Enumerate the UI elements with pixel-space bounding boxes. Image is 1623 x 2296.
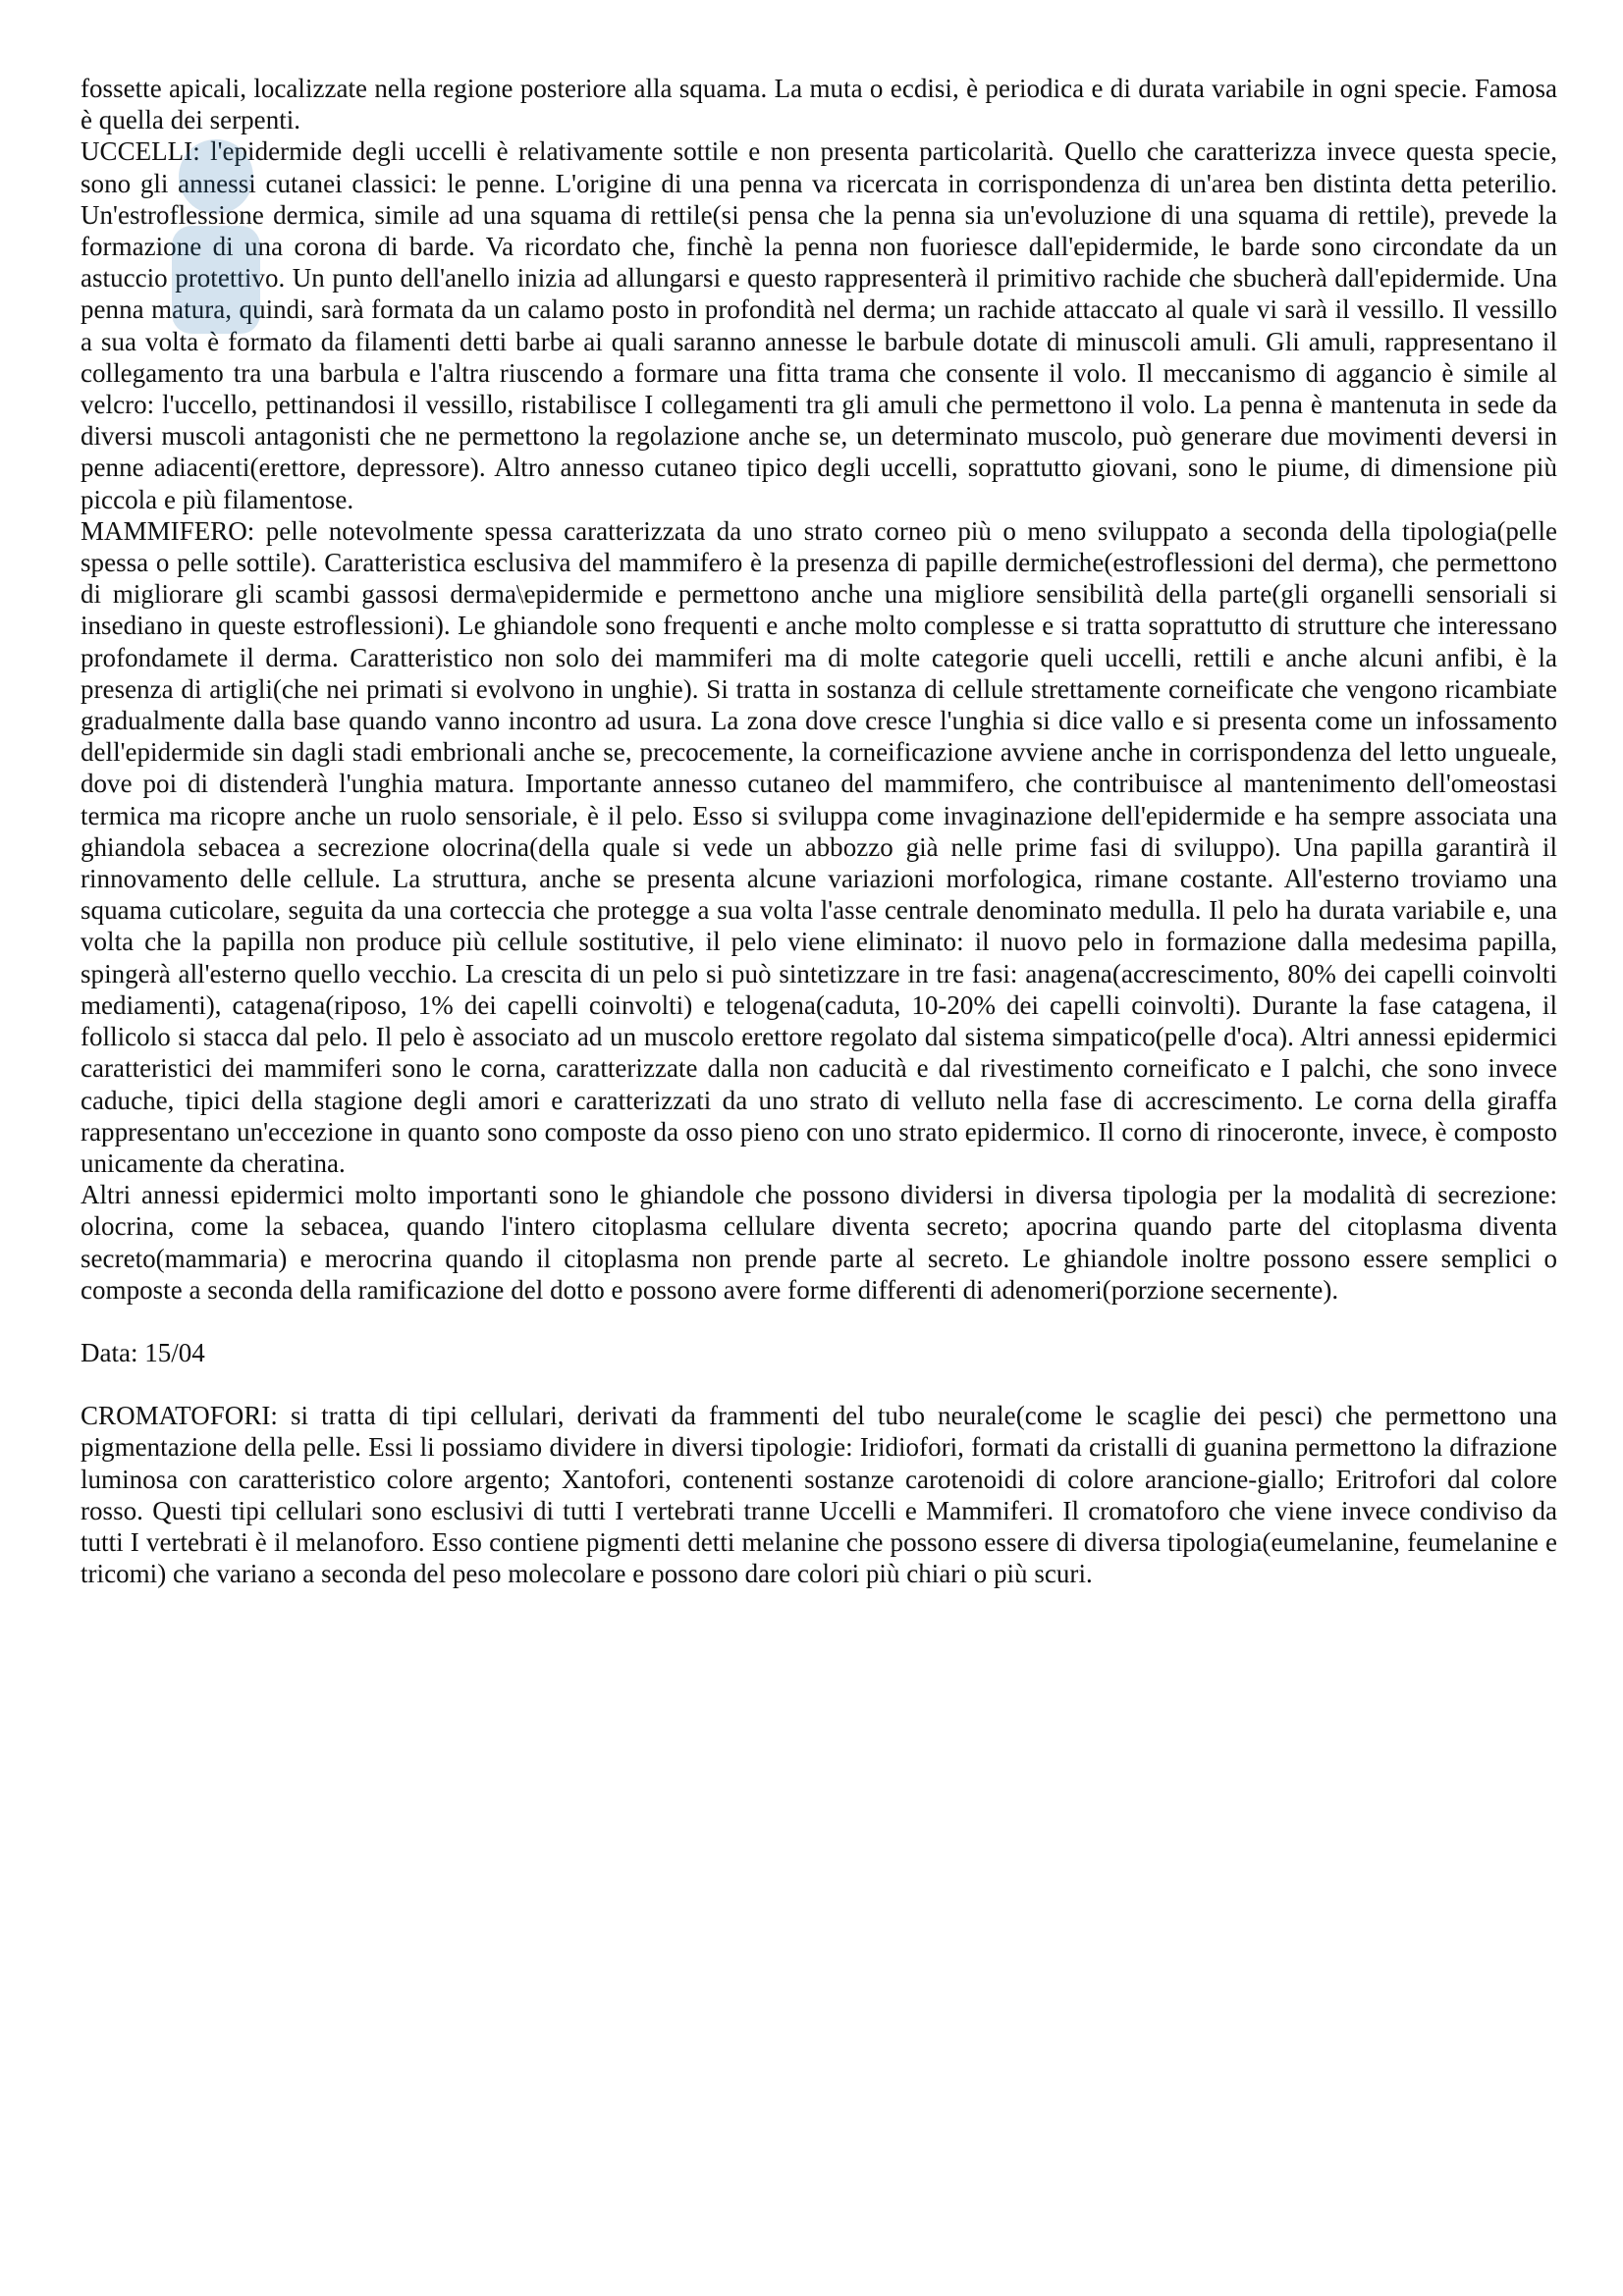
paragraph-ghiandole: Altri annessi epidermici molto importanti sono le ghiandole che possono dividersi in diversa tipologia per la modalità di secrezione: olocrina, come la sebacea, quando l'intero citoplasma cellulare diventa secreto; apocrina quando parte del citoplasma diventa secreto(mammaria) e merocrina quando il citoplasma non prende parte al secreto. Le ghiandole inoltre possono essere semplici o composte a seconda della ramificazione del dotto e possono avere forme differenti di adenomeri(porzione secernente). — [81, 1180, 1557, 1305]
spacer — [81, 1368, 1557, 1400]
date-line: Data: 15/04 — [81, 1337, 205, 1367]
paragraph-uccelli: UCCELLI: l'epidermide degli uccelli è relativamente sottile e non presenta particolarità. Quello che caratterizza invece questa specie, sono gli annessi cutanei classici: le penne. L'origine di una penna va ricercata in corrispondenza di un'area ben distinta detta peterilio. Un'estroflessione dermica, simile ad una squama di rettile(si pensa che la penna sia un'evoluzione di una squama di rettile), prevede la formazione di una corona di barde. Va ricordato che, finchè la penna non fuoriesce dall'epidermide, le barde sono circondate da un astuccio protettivo. Un punto dell'anello inizia ad allungarsi e questo rappresenterà il primitivo rachide che sbucherà dall'epidermide. Una penna matura, quindi, sarà formata da un calamo posto in profondità nel derma; un rachide attaccato al quale vi sarà il vessillo. Il vessillo a sua volta è formato da filamenti detti barbe ai quali saranno annesse le barbule dotate di minuscoli amuli. Gli amuli, rappresentano il collegamento tra una barbula e l'altra riuscendo a formare una fitta trama che consente il volo. Il meccanismo di aggancio è simile al velcro: l'uccello, pettinandosi il vessillo, ristabilisce I collegamenti tra gli amuli che permettono il volo. La penna è mantenuta in sede da diversi muscoli antagonisti che ne permettono la regolazione anche se, un determinato muscolo, può generare due movimenti deversi in penne adiacenti(erettore, depressore). Altro annesso cutaneo tipico degli uccelli, soprattutto giovani, sono le piume, di dimensione più piccola e più filamentose. — [81, 136, 1557, 514]
paragraph-reptiles-end: fossette apicali, localizzate nella regione posteriore alla squama. La muta o ecdisi, è periodica e di durata variabile in ogni specie. Famosa è quella dei serpenti. — [81, 74, 1557, 135]
paragraph-mammifero: MAMMIFERO: pelle notevolmente spessa caratterizzata da uno strato corneo più o meno sviluppato a seconda della tipologia(pelle spessa o pelle sottile). Caratteristica esclusiva del mammifero è la presenza di papille dermiche(estroflessioni del derma), che permettono di migliorare gli scambi gassosi derma\epidermide e permettono anche una migliore sensibilità della parte(gli organelli sensoriali si insediano in queste estroflessioni). Le ghiandole sono frequenti e anche molto complesse e si tratta soprattutto di strutture che interessano profondamete il derma. Caratteristico non solo dei mammiferi ma di molte categorie queli uccelli, rettili e anche alcuni anfibi, è la presenza di artigli(che nei primati si evolvono in unghie). Si tratta in sostanza di cellule strettamente corneificate che vengono ricambiate gradualmente dalla base quando vanno incontro ad usura. La zona dove cresce l'unghia si dice vallo e si presenta come un infossamento dell'epidermide sin dagli stadi embrionali anche se, precocemente, la corneificazione avviene anche in corrispondenza del letto ungueale, dove poi di distenderà l'unghia matura. Importante annesso cutaneo del mammifero, che contribuisce al mantenimento dell'omeostasi termica ma ricopre anche un ruolo sensoriale, è il pelo. Esso si sviluppa come invaginazione dell'epidermide e ha sempre associata una ghiandola sebacea a secrezione olocrina(della quale si vede un abbozzo già nelle prime fasi di sviluppo). Una papilla garantirà il rinnovamento delle cellule. La struttura, anche se presenta alcune variazioni morfologica, rimane costante. All'esterno troviamo una squama cuticolare, seguita da una corteccia che protegge a sua volta l'asse centrale denominato medulla. Il pelo ha durata variabile e, una volta che la papilla non produce più cellule sostitutive, il pelo viene eliminato: il nuovo pelo in formazione dalla medesima papilla, spingerà all'esterno quello vecchio. La crescita di un pelo si può sintetizzare in tre fasi: anagena(accrescimento, 80% dei capelli coinvolti mediamenti), catagena(riposo, 1% dei capelli coinvolti) e telogena(caduta, 10-20% dei capelli coinvolti). Durante la fase catagena, il follicolo si stacca dal pelo. Il pelo è associato ad un muscolo erettore regolato dal sistema simpatico(pelle d'oca). Altri annessi epidermici caratteristici dei mammiferi sono le corna, caratterizzate dalla non caducità e dal rivestimento corneificato e I palchi, che sono invece caduche, tipici della stagione degli amori e caratterizzati da uno strato di velluto nella fase di accrescimento. Le corna della giraffa rappresentano un'eccezione in quanto sono composte da osso pieno con uno strato epidermico. Il corno di rinoceronte, invece, è composto unicamente da cheratina. — [81, 515, 1557, 1178]
spacer — [81, 1306, 1557, 1337]
paragraph-cromatofori: CROMATOFORI: si tratta di tipi cellulari, derivati da frammenti del tubo neurale(come le scaglie dei pesci) che permettono una pigmentazione della pelle. Essi li possiamo dividere in diversi tipologie: Iridiofori, formati da cristalli di guanina permettono la difrazione luminosa con caratteristico colore argento; Xantofori, contenenti sostanze carotenoidi di colore arancione-giallo; Eritrofori dal colore rosso. Questi tipi cellulari sono esclusivi di tutti I vertebrati tranne Uccelli e Mammiferi. Il cromatoforo che viene invece condiviso da tutti I vertebrati è il melanoforo. Esso contiene pigmenti detti melanine che possono essere di diversa tipologia(eumelanine, feumelanine e tricomi) che variano a seconda del peso molecolare e possono dare colori più chiari o più scuri. — [81, 1401, 1557, 1589]
